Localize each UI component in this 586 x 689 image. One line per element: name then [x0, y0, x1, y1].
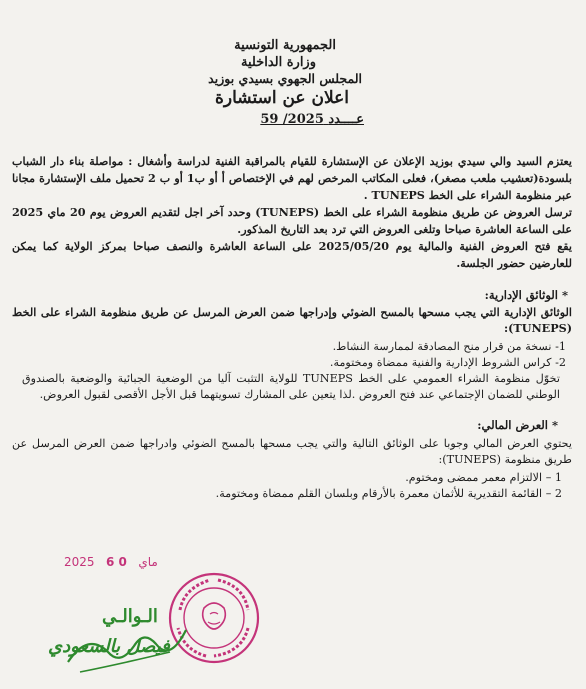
tuneps-note: تخوّل منظومة الشراء العمومي على الخط TUNEPS للولاية التثبت آليا من الوضعية الجبائية والوضعية بالصندوق الوطني للضمان الإجتماعي عند فتح العروض .لذا يتعين على المشارك تسويتهما قبل الأجل الأقصى لقبول العروض. — [22, 372, 560, 401]
date-day: 0 6 — [106, 555, 127, 569]
ministry-title: وزارة الداخلية — [240, 55, 316, 70]
date-month: ماي — [138, 555, 158, 569]
list-item: 2- كراس الشروط الإدارية والفنية ممضاة ومختومة. — [329, 356, 566, 369]
signer-title: الـوالـي — [102, 606, 158, 627]
number-prefix: عــــدد — [328, 112, 364, 127]
signer-name: فيصل بالسعودي — [48, 636, 170, 657]
republic-title: الجمهورية التونسية — [234, 38, 336, 53]
deadline-paragraph: ترسل العروض عن طريق منظومة الشراء على الخط (TUNEPS) وحدد آخر اجل لتقديم العروض يوم 20 ماي 2025 على الساعة العاشرة صباحا وتلغى العروض التي ترد بعد التاريخ المذكور. — [12, 205, 573, 236]
list-item: 2 – القائمة التقديرية للأثمان معمرة بالأرقام وبلسان القلم ممضاة ومختومة. — [215, 487, 562, 500]
list-item: 1 – الالتزام معمر ممضى ومختوم. — [405, 471, 562, 484]
handwritten-signature-icon — [60, 602, 210, 682]
financial-offer-heading: * العرض المالي: — [477, 418, 558, 432]
financial-docs-list — [22, 470, 562, 502]
announcement-number — [260, 112, 364, 127]
date-stamp — [64, 555, 158, 569]
admin-docs-intro: الوثائق الإدارية التي يجب مسحها بالمسح الضوئي وإدراجها ضمن العرض المرسل عن طريق منظومة الشراء على الخط (TUNEPS): — [12, 305, 572, 335]
intro-paragraph: يعتزم السيد والي سيدي بوزيد الإعلان عن الإستشارة للقيام بالمراقبة الفنية لدراسة وأشغال : مواصلة بناء دار الشباب بلسودة(تعشيب ملعب مصغر)، فعلى المكاتب المرخص لهم في الإختصاص أ أو ب1 أو ب 2 تحميل ملف الإستشارة مجانا عبر منظومة الشراء على الخط TUNEPS . — [12, 154, 572, 202]
announcement-title: اعلان عن استشارة — [215, 88, 349, 108]
admin-docs-list — [16, 339, 566, 371]
council-title: المجلس الجهوي بسيدي بوزيد — [208, 71, 362, 86]
date-year: 2025 — [64, 555, 95, 569]
list-item: 1- نسخة من قرار منح المصادقة لممارسة النشاط. — [332, 340, 566, 353]
number-value: 59 /2025 — [260, 112, 324, 127]
opening-paragraph: يقع فتح العروض الفنية والمالية يوم 2025/05/20 على الساعة العاشرة والنصف صباحا بمركز الولاية كما يمكن للعارضين حضور الجلسة. — [12, 239, 572, 270]
admin-docs-heading: * الوثائق الإدارية: — [484, 288, 568, 302]
financial-offer-intro: يحتوي العرض المالي وجوبا على الوثائق التالية والتي يجب مسحها بالمسح الضوئي وادراجها ضمن العرض المرسل عن طريق منظومة (TUNEPS): — [12, 437, 572, 466]
